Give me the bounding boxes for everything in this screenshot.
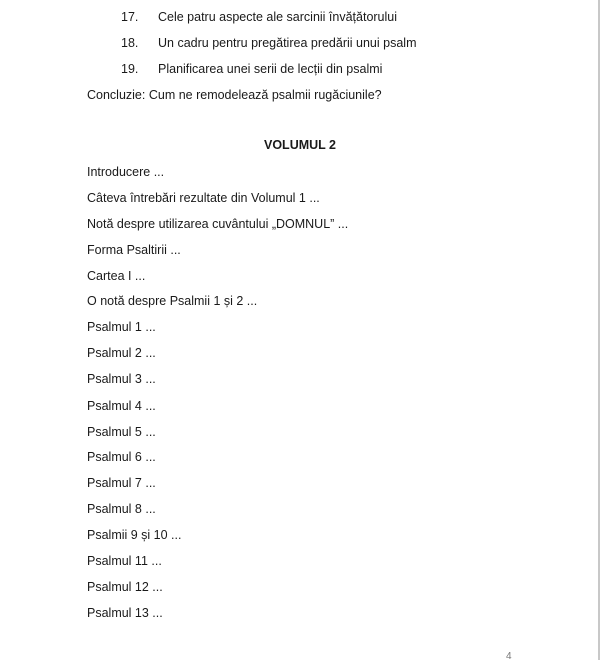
toc-item-18	[121, 35, 416, 51]
toc-entry: Forma Psaltirii ...	[87, 243, 181, 257]
toc-entry: Câteva întrebări rezultate din Volumul 1 ...	[87, 191, 320, 205]
toc-entry: Psalmul 2 ...	[87, 346, 156, 360]
toc-item-text: Cele patru aspecte ale sarcinii învățătorului	[158, 10, 398, 24]
toc-entry: Notă despre utilizarea cuvântului „DOMNUL” ...	[87, 217, 349, 231]
toc-conclusion: Concluzie: Cum ne remodelează psalmii rugăciunile?	[87, 88, 382, 102]
toc-entry: Psalmii 9 și 10 ...	[87, 528, 182, 542]
toc-entry: Introducere ...	[87, 165, 165, 179]
toc-entry: Psalmul 5 ...	[87, 425, 156, 439]
toc-item-number: 18.	[121, 36, 139, 50]
toc-entry: Psalmul 1 ...	[87, 320, 156, 334]
page-number: 4	[506, 651, 512, 662]
toc-entry: Psalmul 7 ...	[87, 476, 156, 490]
toc-entry: Psalmul 8 ...	[87, 502, 156, 516]
toc-item-text: Un cadru pentru pregătirea predării unui psalm	[158, 36, 417, 50]
toc-entry: Psalmul 6 ...	[87, 450, 156, 464]
toc-entry: Psalmul 11 ...	[87, 554, 162, 568]
toc-item-text: Planificarea unei serii de lecții din psalmi	[158, 62, 383, 76]
toc-entry: Psalmul 4 ...	[87, 399, 156, 413]
toc-item-number: 17.	[121, 10, 139, 24]
toc-item-number: 19.	[121, 62, 139, 76]
toc-item-19	[121, 61, 382, 77]
toc-entry: Psalmul 13 ...	[87, 606, 163, 620]
toc-item-17	[121, 9, 397, 25]
toc-entry: Cartea I ...	[87, 269, 146, 283]
toc-entry: O notă despre Psalmii 1 și 2 ...	[87, 294, 258, 308]
volume-2-heading: VOLUMUL 2	[264, 138, 336, 152]
toc-entry: Psalmul 3 ...	[87, 372, 156, 386]
toc-entry: Psalmul 12 ...	[87, 580, 163, 594]
